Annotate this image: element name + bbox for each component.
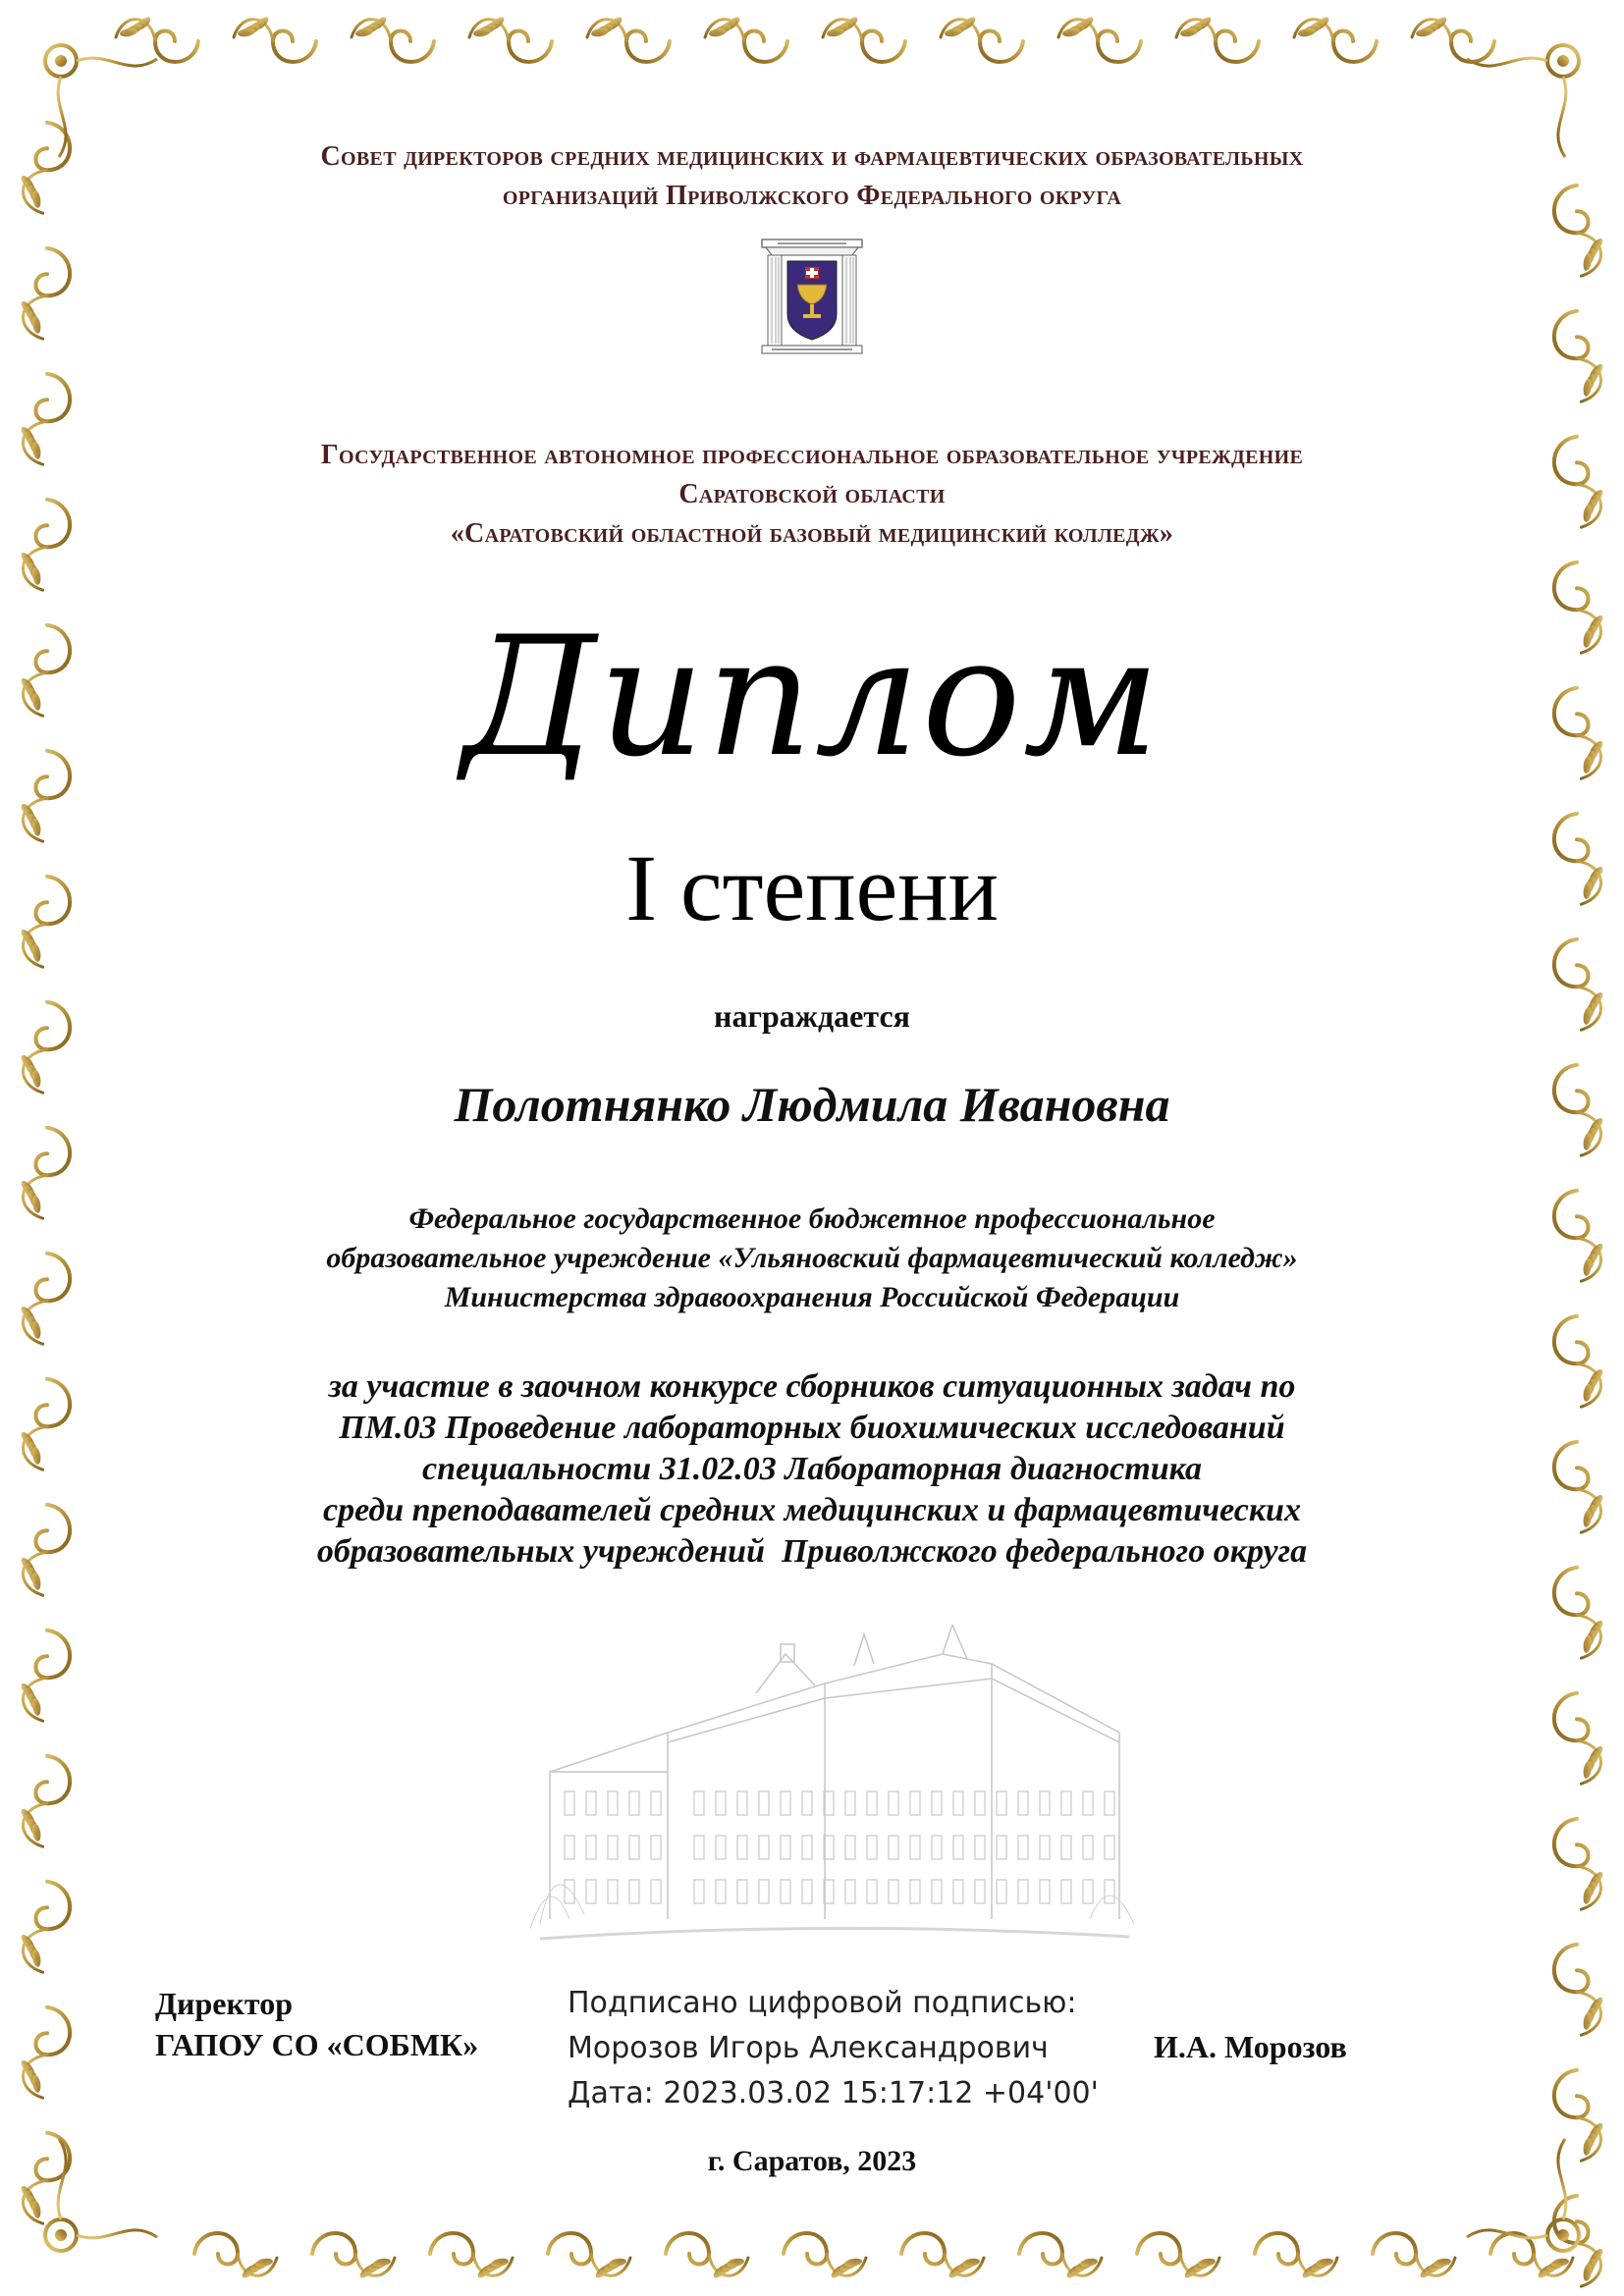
building-window: [932, 1791, 942, 1815]
organization-line: Министерства здравоохранения Российской Федерации: [444, 1281, 1180, 1313]
frame-top-border: [116, 15, 1494, 62]
award-reason: [0, 1366, 1624, 1573]
building-window: [759, 1880, 769, 1903]
digital-signature-date: Дата: 2023.03.02 15:17:12 +04'00': [568, 2076, 1099, 2110]
reason-line: ПМ.03 Проведение лабораторных биохимических исследований: [339, 1410, 1285, 1446]
building-window: [867, 1836, 877, 1859]
building-window: [586, 1791, 596, 1815]
digital-signature-label: Подписано цифровой подписью:: [568, 1986, 1077, 2020]
college-line: Государственное автономное профессиональное образовательное учреждение: [320, 440, 1304, 470]
building-window: [1040, 1791, 1050, 1815]
digital-signature-name: Морозов Игорь Александрович: [568, 2031, 1049, 2065]
digital-signature-stamp: [568, 1981, 1099, 2116]
organization-line: Федеральное государственное бюджетное профессиональное: [408, 1202, 1216, 1235]
reason-line: среди преподавателей средних медицинских и фармацевтических: [323, 1492, 1301, 1528]
scroll-ornament: [1373, 2233, 1455, 2280]
building-window: [781, 1880, 790, 1903]
frame-bottom-border: [194, 2233, 1573, 2280]
scroll-ornament: [1554, 1819, 1605, 1909]
scroll-ornament: [666, 2233, 748, 2280]
council-header: [0, 137, 1624, 216]
reason-line: специальности 31.02.03 Лабораторная диагностика: [422, 1451, 1202, 1487]
building-window: [781, 1836, 790, 1859]
scroll-ornament: [312, 2233, 395, 2280]
scroll-ornament: [116, 15, 198, 62]
building-window: [889, 1791, 898, 1815]
building-window: [845, 1836, 855, 1859]
building-window: [716, 1880, 726, 1903]
scroll-ornament: [352, 15, 434, 62]
diploma-degree: I степени: [625, 835, 999, 940]
organization-line: образовательное учреждение «Ульяновский фармацевтический колледж»: [326, 1242, 1298, 1274]
scroll-ornament: [19, 2007, 70, 2098]
building-window: [867, 1880, 877, 1903]
building-window: [975, 1836, 985, 1859]
building-window: [802, 1880, 812, 1903]
building-window: [889, 1880, 898, 1903]
scroll-ornament: [469, 15, 552, 62]
building-window: [953, 1880, 963, 1903]
scroll-ornament: [784, 2233, 866, 2280]
building-window: [737, 1836, 747, 1859]
building-window: [694, 1880, 704, 1903]
scroll-ornament: [234, 15, 316, 62]
awarded-text: награждается: [714, 998, 910, 1034]
place-and-year: г. Саратов, 2023: [707, 2145, 917, 2177]
building-window: [975, 1791, 985, 1815]
building-window: [910, 1880, 920, 1903]
building-window: [1061, 1791, 1071, 1815]
council-line: Совет директоров средних медицинских и фармацевтических образовательных: [320, 141, 1304, 172]
signer-title: Директор: [155, 1986, 293, 2021]
scroll-ornament: [1058, 15, 1141, 62]
building-window: [608, 1880, 618, 1903]
scroll-ornament: [19, 248, 70, 339]
building-window: [586, 1880, 596, 1903]
scroll-ornament: [941, 15, 1023, 62]
building-window: [716, 1836, 726, 1859]
scroll-ornament: [901, 2233, 984, 2280]
building-sketch-watermark: [530, 1625, 1139, 1949]
building-window: [1105, 1791, 1114, 1815]
scroll-ornament: [548, 2233, 630, 2280]
building-window: [1018, 1880, 1028, 1903]
building-window: [1105, 1880, 1114, 1903]
scroll-ornament: [1255, 2233, 1337, 2280]
building-window: [716, 1791, 726, 1815]
building-window: [1018, 1836, 1028, 1859]
scroll-ornament: [587, 15, 670, 62]
building-window: [1083, 1880, 1093, 1903]
building-window: [629, 1836, 639, 1859]
building-window: [651, 1880, 661, 1903]
diploma-title: Диплом: [461, 601, 1163, 793]
scroll-ornament: [1137, 2233, 1219, 2280]
building-window: [1083, 1836, 1093, 1859]
building-window: [565, 1836, 574, 1859]
building-window: [694, 1836, 704, 1859]
building-window: [802, 1791, 812, 1815]
building-window: [1040, 1836, 1050, 1859]
building-window: [867, 1791, 877, 1815]
scroll-ornament: [19, 1882, 70, 1972]
building-window: [629, 1880, 639, 1903]
building-window: [651, 1791, 661, 1815]
recipient-organization: [0, 1200, 1624, 1317]
building-window: [953, 1836, 963, 1859]
reason-line: образовательных учреждений Приволжского федерального округа: [316, 1533, 1308, 1570]
building-window: [586, 1836, 596, 1859]
scroll-ornament: [1554, 1568, 1605, 1658]
building-window: [1061, 1836, 1071, 1859]
college-line: «Саратовский областной базовый медицинский колледж»: [450, 518, 1174, 549]
scroll-ornament: [1554, 311, 1605, 401]
building-window: [608, 1791, 618, 1815]
building-window: [629, 1791, 639, 1815]
building-window: [845, 1880, 855, 1903]
signer-name: И.А. Морозов: [1154, 2029, 1347, 2064]
building-window: [997, 1836, 1006, 1859]
building-window: [1061, 1880, 1071, 1903]
building-window: [1040, 1880, 1050, 1903]
building-window: [565, 1791, 574, 1815]
building-window: [1018, 1791, 1028, 1815]
building-window: [694, 1791, 704, 1815]
scroll-ornament: [1294, 15, 1377, 62]
building-window: [759, 1791, 769, 1815]
building-window: [737, 1791, 747, 1815]
building-window: [608, 1836, 618, 1859]
building-window: [565, 1880, 574, 1903]
building-window: [1083, 1791, 1093, 1815]
building-window: [737, 1880, 747, 1903]
building-window: [932, 1880, 942, 1903]
building-window: [975, 1880, 985, 1903]
scroll-ornament: [1412, 15, 1494, 62]
council-line: организаций Приволжского Федерального округа: [502, 181, 1122, 211]
building-window: [910, 1791, 920, 1815]
building-window: [845, 1791, 855, 1815]
building-window: [997, 1880, 1006, 1903]
scroll-ornament: [1554, 1945, 1605, 2035]
building-window: [889, 1836, 898, 1859]
scroll-ornament: [430, 2233, 513, 2280]
scroll-ornament: [19, 1756, 70, 1846]
scroll-ornament: [1176, 15, 1259, 62]
recipient-name: Полотнянко Людмила Ивановна: [454, 1077, 1170, 1132]
signer-organization: ГАПОУ СО «СОБМК»: [155, 2027, 479, 2062]
signer-position: [155, 1983, 478, 2065]
scroll-ornament: [19, 1630, 70, 1721]
building-window: [910, 1836, 920, 1859]
scroll-ornament: [823, 15, 905, 62]
reason-line: за участие в заочном конкурсе сборников ситуационных задач по: [328, 1368, 1296, 1405]
council-logo: [758, 238, 866, 363]
scroll-ornament: [705, 15, 787, 62]
building-window: [932, 1836, 942, 1859]
scroll-ornament: [1019, 2233, 1102, 2280]
college-header: [0, 436, 1624, 554]
scroll-ornament: [194, 2233, 277, 2280]
building-window: [1105, 1836, 1114, 1859]
building-window: [651, 1836, 661, 1859]
building-window: [802, 1836, 812, 1859]
building-window: [953, 1791, 963, 1815]
building-window: [759, 1836, 769, 1859]
building-window: [781, 1791, 790, 1815]
college-line: Саратовской области: [678, 479, 946, 509]
building-window: [997, 1791, 1006, 1815]
scroll-ornament: [1554, 1693, 1605, 1784]
